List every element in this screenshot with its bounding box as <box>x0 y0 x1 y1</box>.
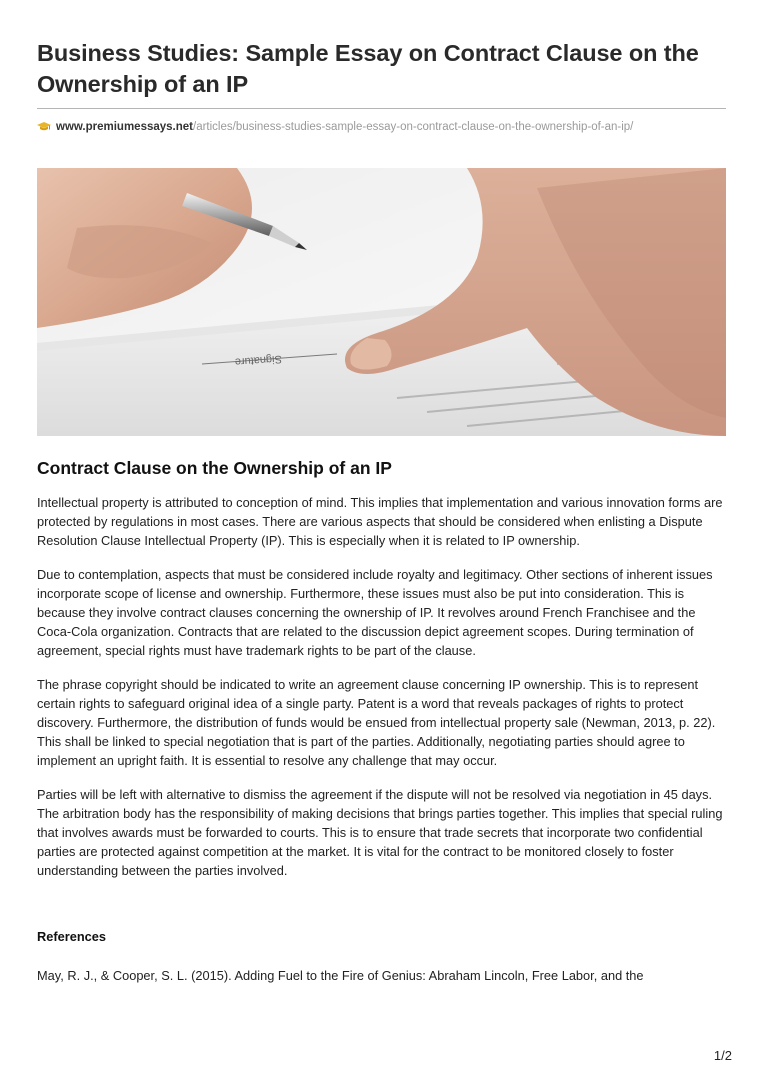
reference-item: May, R. J., & Cooper, S. L. (2015). Adding Fuel to the Fire of Genius: Abraham Lincoln, Free Labor, and the <box>37 967 644 983</box>
title-divider <box>37 108 726 109</box>
graduation-cap-icon <box>37 121 51 137</box>
hero-image <box>37 168 726 436</box>
paragraph: Intellectual property is attributed to conception of mind. This implies that implementation and various innovation forms are protected by regulations in most cases. There are various aspects that should be considered when enlisting a Dispute Resolution Clause Intellectual Property (IP). This is especially when it is related to IP ownership. <box>37 495 723 549</box>
references-heading: References <box>37 928 107 944</box>
paragraph: The phrase copyright should be indicated to write an agreement clause concerning IP ownership. This is to represent certain rights to safeguard original idea of a single party. Patent is a word that reveals packages of rights to protect discovery. Furthermore, the distribution of funds would be ensued from intellectual property sale (Newman, 2013, p. 22). This shall be linked to special negotiation that is part of the parties. Additionally, negotiating parties should agree to implement an upright faith. It is essential to resolve any challenge that may occur. <box>37 676 716 769</box>
page-title: Business Studies: Sample Essay on Contract Clause on the Ownership of an IP <box>37 40 699 97</box>
source-line <box>37 119 726 137</box>
page-number: 1/2 <box>713 1048 732 1063</box>
paragraph: Due to contemplation, aspects that must be considered include royalty and legitimacy. Other sections of inherent issues incorporate scope of license and ownership. Furthermore, these issues must also be put into consideration. This is because they involve contract clauses concerning the ownership of IP. It revolves around French Franchisee and the Coca-Cola organization. Contracts that are related to the discussion depict agreement scopes. During termination of agreement, special rights must have trademark rights to be part of the clause. <box>37 566 713 659</box>
document-page <box>37 0 726 985</box>
paragraph: Parties will be left with alternative to dismiss the agreement if the dispute will not be resolved via negotiation in 45 days. The arbitration body has the responsibility of making decisions that brings parties together. This implies that special ruling that involves awards must be forwarded to courts. This is to ensure that trade secrets that incorporate two confidential parties are protected against competition at the market. It is vital for the contract to be monitored closely to foster understanding between the parties involved. <box>37 786 723 879</box>
section-heading: Contract Clause on the Ownership of an IP <box>37 458 392 478</box>
source-path: /articles/business-studies-sample-essay-on-contract-clause-on-the-ownership-of-an-ip/ <box>193 121 634 133</box>
svg-text:Signature: Signature <box>234 352 283 368</box>
source-domain-link[interactable]: www.premiumessays.net <box>56 121 193 133</box>
